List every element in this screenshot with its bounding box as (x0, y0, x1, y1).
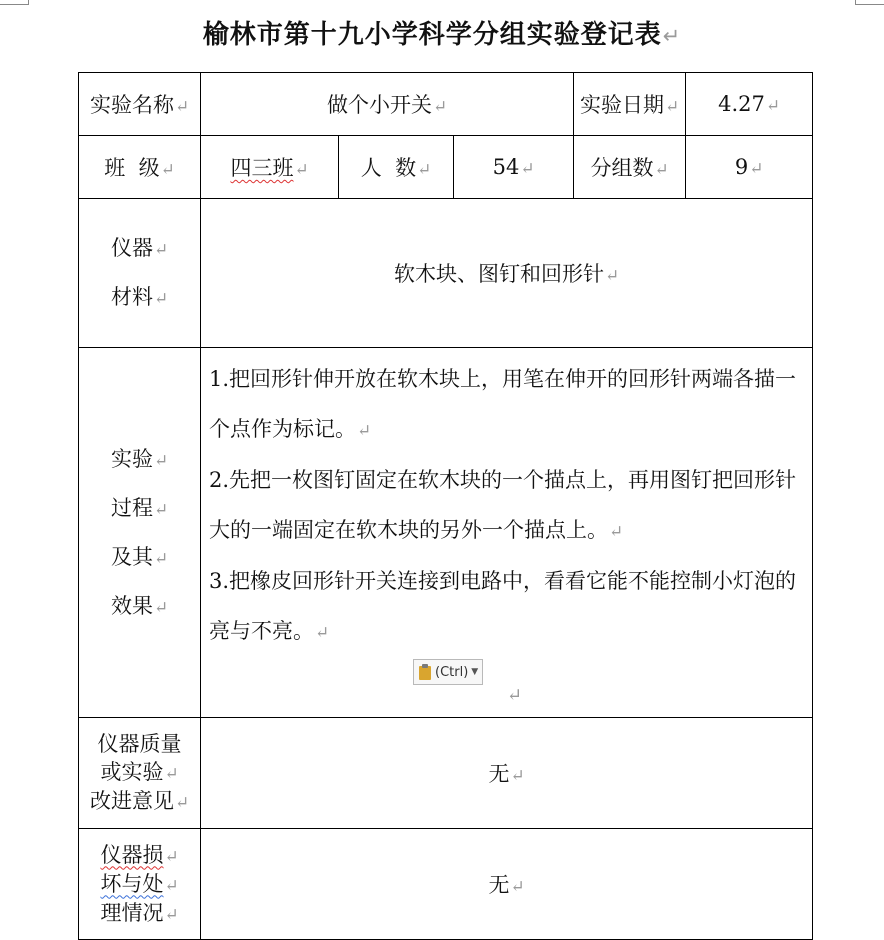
page-corner-right (855, 0, 884, 5)
step-text: 2.先把一枚图钉固定在软木块的一个描点上，再用图钉把回形针大的一端固定在软木块的另外一个描点上。 (209, 468, 797, 542)
process-step (209, 556, 804, 657)
damage-label-line (79, 841, 200, 870)
class-label: 班 级 (104, 156, 160, 180)
step-text: 1.把回形针伸开放在软木块上，用笔在伸开的回形针两端各描一个点作为标记。 (209, 367, 797, 441)
paragraph-mark: ↵ (357, 420, 372, 440)
class-label-cell (79, 136, 201, 199)
quality-label-line (79, 787, 200, 816)
step-text: 3.把橡皮回形针开关连接到电路中，看看它能不能控制小灯泡的亮与不亮。 (209, 569, 797, 643)
paragraph-mark: ↵ (315, 622, 330, 642)
count-label-cell (339, 136, 454, 199)
paragraph-mark: ↵ (654, 159, 669, 179)
clipboard-icon (418, 664, 432, 680)
paragraph-mark: ↵ (164, 903, 179, 924)
paragraph-mark: ↵ (510, 876, 525, 896)
label-text: 仪器损 (100, 842, 164, 867)
table-row (79, 348, 813, 718)
table-row (79, 718, 813, 829)
class-value-cell[interactable] (201, 136, 339, 199)
document-title (0, 14, 884, 51)
label-text: 实验 (110, 446, 153, 471)
paragraph-mark: ↵ (164, 845, 179, 866)
dropdown-arrow-icon: ▼ (471, 667, 479, 677)
paragraph-mark: ↵ (153, 449, 169, 470)
paragraph-mark: ↵ (765, 95, 780, 115)
groups-value-cell[interactable] (686, 136, 813, 199)
paragraph-mark: ↵ (510, 765, 525, 785)
materials-value-cell[interactable] (201, 199, 813, 348)
groups-value: 9 (734, 155, 749, 179)
label-text: 仪器 (110, 236, 153, 260)
experiment-name-value-cell[interactable] (201, 73, 574, 136)
paragraph-mark: ↵ (174, 96, 190, 116)
paragraph-mark: ↵ (174, 792, 190, 812)
groups-label-cell (574, 136, 686, 199)
experiment-date-label: 实验日期 (580, 93, 664, 117)
damage-label-line (79, 870, 200, 899)
paragraph-mark: ↵ (749, 158, 764, 178)
process-label-line (79, 435, 200, 484)
groups-label: 分组数 (590, 156, 654, 180)
experiment-date-value: 4.27 (718, 92, 765, 116)
paragraph-mark: ↵ (164, 763, 179, 783)
paragraph-mark: ↵ (153, 596, 169, 617)
label-text: 改进意见 (89, 789, 174, 813)
process-label-line (79, 533, 200, 582)
class-value: 四三班 (230, 156, 294, 180)
paragraph-mark: ↵ (153, 288, 169, 308)
experiment-date-label-cell (574, 73, 686, 136)
paragraph-mark: ↵ (662, 24, 682, 48)
paragraph-mark: ↵ (609, 521, 624, 541)
damage-label-cell (79, 829, 201, 940)
label-text: 效果 (110, 593, 153, 618)
label-text: 理情况 (100, 900, 164, 925)
process-label-cell (79, 348, 201, 718)
damage-value: 无 (488, 873, 510, 897)
paragraph-mark: ↵ (153, 498, 169, 519)
table-row (79, 136, 813, 199)
table-row (79, 199, 813, 348)
experiment-name-label: 实验名称 (89, 93, 174, 117)
label-text: 或实验 (100, 760, 164, 784)
process-value-cell[interactable] (201, 348, 813, 718)
label-text: 及其 (110, 544, 153, 569)
damage-label-line (79, 899, 200, 928)
paragraph-mark: ↵ (507, 685, 523, 706)
count-label: 人 数 (360, 156, 417, 180)
label-text: 坏与处 (100, 871, 164, 896)
paragraph-mark: ↵ (153, 239, 169, 259)
count-value: 54 (492, 155, 520, 179)
damage-value-cell[interactable] (201, 829, 813, 940)
experiment-date-value-cell[interactable] (686, 73, 813, 136)
count-value-cell[interactable] (454, 136, 574, 199)
process-step (209, 455, 804, 556)
process-step (209, 354, 804, 455)
paragraph-mark: ↵ (520, 158, 535, 178)
paragraph-mark: ↵ (160, 159, 175, 179)
materials-label-line (79, 273, 200, 322)
label-text: 仪器质量 (97, 732, 182, 756)
experiment-name-label-cell (79, 73, 201, 136)
experiment-name-value: 做个小开关 (326, 93, 432, 117)
paragraph-mark: ↵ (164, 874, 179, 895)
label-text: 材料 (110, 285, 153, 309)
quality-label-line (79, 758, 200, 787)
materials-label-line (79, 224, 200, 273)
quality-value-cell[interactable] (201, 718, 813, 829)
process-label-line (79, 484, 200, 533)
quality-label-cell (79, 718, 201, 829)
paragraph-mark: ↵ (604, 265, 620, 285)
paragraph-mark: ↵ (294, 159, 309, 179)
materials-value: 软木块、图钉和回形针 (393, 262, 604, 286)
paste-options-label: (Ctrl) (435, 664, 469, 680)
paste-options-button[interactable] (413, 659, 483, 685)
paste-options-area (209, 657, 804, 717)
page-corner-left (0, 0, 29, 5)
label-text: 过程 (110, 495, 153, 520)
title-text: 榆林市第十九小学科学分组实验登记表 (202, 20, 662, 50)
paragraph-mark: ↵ (432, 96, 448, 116)
quality-value: 无 (488, 762, 510, 786)
registration-table (78, 72, 813, 940)
paragraph-mark: ↵ (665, 96, 680, 116)
table-row (79, 73, 813, 136)
process-label-line (79, 582, 200, 631)
materials-label-cell (79, 199, 201, 348)
paragraph-mark: ↵ (417, 159, 432, 179)
paragraph-mark: ↵ (153, 547, 169, 568)
table-row (79, 829, 813, 940)
quality-label-line (79, 730, 200, 758)
